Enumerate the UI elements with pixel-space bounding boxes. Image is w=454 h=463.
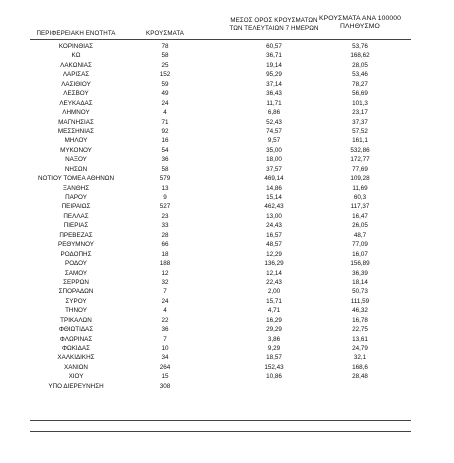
cell-seven-day-average: 74,57 — [266, 127, 282, 135]
cell-region: ΦΩΚΙΔΑΣ — [62, 345, 90, 352]
cell-cases: 36 — [161, 156, 169, 164]
table-row — [0, 325, 454, 334]
cell-cases-per-100k: 53,76 — [352, 43, 368, 50]
cell-region: ΤΗΝΟΥ — [65, 307, 87, 315]
cell-seven-day-average: 4,71 — [267, 307, 281, 315]
cell-seven-day-average: 37,14 — [266, 80, 282, 88]
cell-cases-per-100k: 57,52 — [352, 127, 368, 135]
cell-region: ΜΗΛΟΥ — [64, 137, 88, 145]
cell-seven-day-average: 18,57 — [266, 354, 282, 362]
cell-seven-day-average: 16,29 — [266, 316, 282, 324]
cell-seven-day-average: 6,86 — [267, 109, 281, 117]
cell-cases: 9 — [163, 194, 167, 201]
cell-region: ΛΕΣΒΟΥ — [63, 90, 89, 98]
cell-cases: 32 — [161, 278, 169, 286]
cell-cases: 23 — [161, 212, 169, 220]
cell-cases: 92 — [161, 127, 169, 135]
cell-cases-per-100k: 50,73 — [352, 288, 368, 296]
cell-cases: 527 — [159, 203, 171, 211]
cell-region: ΠΕΛΛΑΣ — [63, 212, 89, 220]
cell-cases: 7 — [163, 288, 167, 296]
cell-cases-per-100k: 161,1 — [352, 137, 368, 145]
cell-cases: 24 — [161, 297, 169, 305]
cell-region: ΛΑΡΙΣΑΣ — [62, 71, 90, 79]
table-row — [0, 155, 454, 164]
table-row — [0, 108, 454, 117]
cell-region: ΣΕΡΡΩΝ — [63, 278, 89, 286]
cell-region: ΛΗΜΝΟΥ — [62, 109, 90, 117]
table-row — [0, 287, 454, 296]
cell-cases: 188 — [159, 260, 171, 268]
cell-cases: 264 — [159, 363, 171, 371]
table-row — [0, 240, 454, 249]
cell-cases-per-100k: 32,1 — [353, 354, 367, 362]
cell-region: ΠΑΡΟΥ — [65, 194, 87, 201]
cell-region: ΝΑΞΟΥ — [65, 156, 87, 164]
cell-seven-day-average: 95,29 — [266, 71, 282, 79]
table-row — [0, 269, 454, 278]
cell-cases-per-100k: 37,37 — [352, 118, 368, 126]
cell-cases-per-100k: 18,14 — [352, 278, 368, 286]
table-row — [0, 99, 454, 108]
cell-seven-day-average: 9,29 — [267, 345, 281, 352]
table-row — [0, 221, 454, 230]
cell-seven-day-average: 60,57 — [266, 43, 282, 50]
table-row — [0, 146, 454, 155]
cell-seven-day-average: 52,43 — [266, 118, 282, 126]
table-row — [0, 42, 454, 51]
cell-seven-day-average: 24,43 — [266, 222, 282, 230]
table-body — [0, 42, 454, 391]
cell-seven-day-average: 136,29 — [264, 260, 284, 268]
cell-cases: 24 — [161, 99, 169, 107]
cell-cases: 58 — [161, 165, 169, 173]
footer-divider-1 — [30, 420, 411, 421]
cell-region: ΝΗΣΩΝ — [64, 165, 88, 173]
table-row — [0, 212, 454, 221]
cell-cases: 66 — [161, 241, 169, 249]
cell-seven-day-average: 469,14 — [264, 175, 284, 183]
cell-region: ΠΡΕΒΕΖΑΣ — [59, 231, 93, 239]
cell-region: ΣΑΜΟΥ — [64, 269, 88, 277]
cell-seven-day-average: 19,14 — [266, 61, 282, 69]
cell-cases-per-100k: 28,05 — [352, 61, 368, 69]
cell-cases: 7 — [163, 335, 167, 343]
cell-cases-per-100k: 109,28 — [350, 175, 370, 183]
table-row — [0, 278, 454, 287]
cell-cases-per-100k: 23,17 — [352, 109, 368, 117]
cell-cases: 25 — [161, 61, 169, 69]
cell-region: ΚΟΡΙΝΘΙΑΣ — [58, 43, 94, 50]
cell-cases-per-100k: 26,05 — [352, 222, 368, 230]
table-row — [0, 259, 454, 268]
table-row — [0, 70, 454, 79]
header-avg-line2: ΤΩΝ ΤΕΛΕΥΤΑΙΩΝ 7 ΗΜΕΡΩΝ — [229, 24, 319, 32]
header-per-line1: ΚΡΟΥΣΜΑΤΑ ΑΝΑ 100000 — [318, 15, 402, 22]
header-seven-day-average — [222, 17, 326, 32]
header-divider — [30, 39, 411, 40]
cell-cases: 16 — [161, 137, 169, 145]
cell-seven-day-average: 462,43 — [264, 203, 284, 211]
header-per-line2: ΠΛΗΘΥΣΜΟ — [340, 23, 380, 31]
cell-cases-per-100k: 117,37 — [350, 203, 370, 211]
table-row — [0, 382, 454, 391]
cell-cases: 4 — [163, 307, 167, 315]
cell-cases: 579 — [159, 175, 171, 183]
cell-cases-per-100k: 532,86 — [350, 146, 370, 154]
footer-divider-2 — [30, 431, 411, 432]
table-row — [0, 51, 454, 60]
cell-cases-per-100k: 48,7 — [353, 231, 367, 239]
table-row — [0, 127, 454, 136]
cell-cases-per-100k: 156,89 — [350, 260, 370, 268]
cell-cases-per-100k: 168,62 — [350, 52, 370, 60]
cell-seven-day-average: 12,14 — [266, 269, 282, 277]
cell-seven-day-average: 15,71 — [266, 297, 282, 305]
table-row — [0, 306, 454, 315]
cell-cases-per-100k: 77,09 — [352, 241, 368, 249]
cell-cases: 18 — [161, 250, 169, 258]
cell-seven-day-average: 48,57 — [266, 241, 282, 249]
cell-seven-day-average: 22,43 — [266, 278, 282, 286]
cell-cases: 4 — [163, 109, 167, 117]
cell-cases: 12 — [161, 269, 169, 277]
cell-cases-per-100k: 16,47 — [352, 212, 368, 220]
cell-cases: 58 — [161, 52, 169, 60]
table-row — [0, 250, 454, 259]
cell-seven-day-average: 11,71 — [266, 99, 282, 107]
cell-cases-per-100k: 16,78 — [352, 316, 368, 324]
table-row — [0, 165, 454, 174]
cell-cases-per-100k: 53,46 — [352, 71, 368, 79]
cell-cases-per-100k: 36,39 — [352, 269, 368, 277]
cell-seven-day-average: 12,29 — [266, 250, 282, 258]
table-row — [0, 344, 454, 353]
table-row — [0, 363, 454, 372]
cell-cases: 22 — [161, 316, 169, 324]
cell-cases-per-100k: 28,48 — [352, 373, 368, 381]
cell-region: ΦΘΙΩΤΙΔΑΣ — [58, 326, 94, 334]
cell-seven-day-average: 10,86 — [266, 373, 282, 381]
cell-region: ΧΙΟΥ — [68, 373, 84, 381]
cell-cases: 28 — [161, 231, 169, 239]
cell-region: ΡΟΔΟΥ — [65, 260, 87, 268]
cell-cases-per-100k: 46,32 — [352, 307, 368, 315]
cell-cases: 13 — [161, 184, 169, 192]
cell-cases: 10 — [161, 345, 169, 352]
cell-region: ΣΠΟΡΑΔΩΝ — [58, 288, 94, 296]
table-row — [0, 136, 454, 145]
cell-cases-per-100k: 78,27 — [352, 80, 368, 88]
cell-cases-per-100k: 101,3 — [352, 99, 368, 107]
header-avg-line1: ΜΕΣΟΣ ΟΡΟΣ ΚΡΟΥΣΜΑΤΩΝ — [230, 17, 318, 24]
cell-region: ΡΕΘΥΜΝΟΥ — [58, 241, 94, 249]
cell-region: ΞΑΝΘΗΣ — [62, 184, 90, 192]
cell-seven-day-average: 35,00 — [266, 146, 282, 154]
cell-seven-day-average: 9,57 — [267, 137, 281, 145]
cell-region: ΛΕΥΚΑΔΑΣ — [59, 99, 93, 107]
table-row — [0, 89, 454, 98]
table-row — [0, 61, 454, 70]
cell-region: ΛΑΚΩΝΙΑΣ — [60, 61, 92, 69]
table-row — [0, 297, 454, 306]
cell-cases-per-100k: 11,69 — [352, 184, 368, 192]
cell-seven-day-average: 36,71 — [266, 52, 282, 60]
cell-cases: 33 — [161, 222, 169, 230]
cell-region: ΝΟΤΙΟΥ ΤΟΜΕΑ ΑΘΗΝΩΝ — [37, 175, 115, 183]
cell-region: ΧΑΝΙΩΝ — [64, 363, 88, 371]
cell-region: ΠΕΙΡΑΙΩΣ — [61, 203, 91, 211]
cell-cases: 15 — [161, 373, 169, 381]
cell-region: ΥΠΟ ΔΙΕΡΕΥΝΗΣΗ — [48, 382, 104, 390]
table-row — [0, 118, 454, 127]
cell-region: ΜΕΣΣΗΝΙΑΣ — [57, 127, 95, 135]
cell-seven-day-average: 37,57 — [266, 165, 282, 173]
cell-seven-day-average: 36,43 — [266, 90, 282, 98]
table-row — [0, 353, 454, 362]
table-row — [0, 174, 454, 183]
cell-cases: 54 — [161, 146, 169, 154]
table-row — [0, 335, 454, 344]
header-cases: ΚΡΟΥΣΜΑΤΑ — [146, 30, 184, 37]
cell-cases-per-100k: 172,77 — [350, 156, 370, 164]
cell-cases: 34 — [161, 354, 169, 362]
cell-seven-day-average: 15,14 — [266, 194, 282, 201]
cell-seven-day-average: 14,86 — [266, 184, 282, 192]
table-row — [0, 231, 454, 240]
cell-seven-day-average: 2,00 — [267, 288, 281, 296]
cell-cases-per-100k: 24,79 — [352, 345, 368, 352]
cell-region: ΠΙΕΡΙΑΣ — [63, 222, 89, 230]
cell-seven-day-average: 3,86 — [267, 335, 281, 343]
cell-region: ΣΥΡΟΥ — [65, 297, 87, 305]
cell-cases-per-100k: 60,3 — [353, 194, 367, 201]
cell-cases: 78 — [161, 43, 169, 50]
table-row — [0, 184, 454, 193]
cell-region: ΡΟΔΟΠΗΣ — [60, 250, 92, 258]
cell-region: ΜΥΚΟΝΟΥ — [60, 146, 92, 154]
header-region: ΠΕΡΙΦΕΡΕΙΑΚΗ ΕΝΟΤΗΤΑ — [36, 30, 116, 37]
cell-region: ΤΡΙΚΑΛΩΝ — [60, 316, 92, 324]
cell-cases: 308 — [159, 382, 171, 390]
cell-cases: 36 — [161, 326, 169, 334]
cell-region: ΛΑΣΙΘΙΟΥ — [61, 80, 91, 88]
cell-cases: 152 — [159, 71, 171, 79]
table-row — [0, 316, 454, 325]
cell-seven-day-average: 13,00 — [266, 212, 282, 220]
cell-cases-per-100k: 16,07 — [352, 250, 368, 258]
cell-region: ΜΑΓΝΗΣΙΑΣ — [58, 118, 94, 126]
cell-cases-per-100k: 77,69 — [352, 165, 368, 173]
table-row — [0, 193, 454, 202]
cell-cases: 49 — [161, 90, 169, 98]
cell-cases-per-100k: 56,69 — [352, 90, 368, 98]
cell-seven-day-average: 152,43 — [264, 363, 284, 371]
cell-cases: 59 — [161, 80, 169, 88]
cell-region: ΧΑΛΚΙΔΙΚΗΣ — [57, 354, 95, 362]
cell-region: ΦΛΩΡΙΝΑΣ — [59, 335, 93, 343]
cell-seven-day-average: 29,29 — [266, 326, 282, 334]
cell-cases-per-100k: 111,59 — [350, 297, 370, 305]
cell-cases-per-100k: 22,75 — [352, 326, 368, 334]
table-row — [0, 202, 454, 211]
cell-cases-per-100k: 13,61 — [352, 335, 368, 343]
header-cases-per-100k — [314, 15, 406, 31]
cell-cases: 71 — [161, 118, 169, 126]
table-row — [0, 372, 454, 381]
cell-cases-per-100k: 168,6 — [352, 363, 368, 371]
cell-seven-day-average: 16,57 — [266, 231, 282, 239]
table-row — [0, 80, 454, 89]
cell-region: ΚΩ — [71, 52, 81, 60]
cell-seven-day-average: 18,00 — [266, 156, 282, 164]
